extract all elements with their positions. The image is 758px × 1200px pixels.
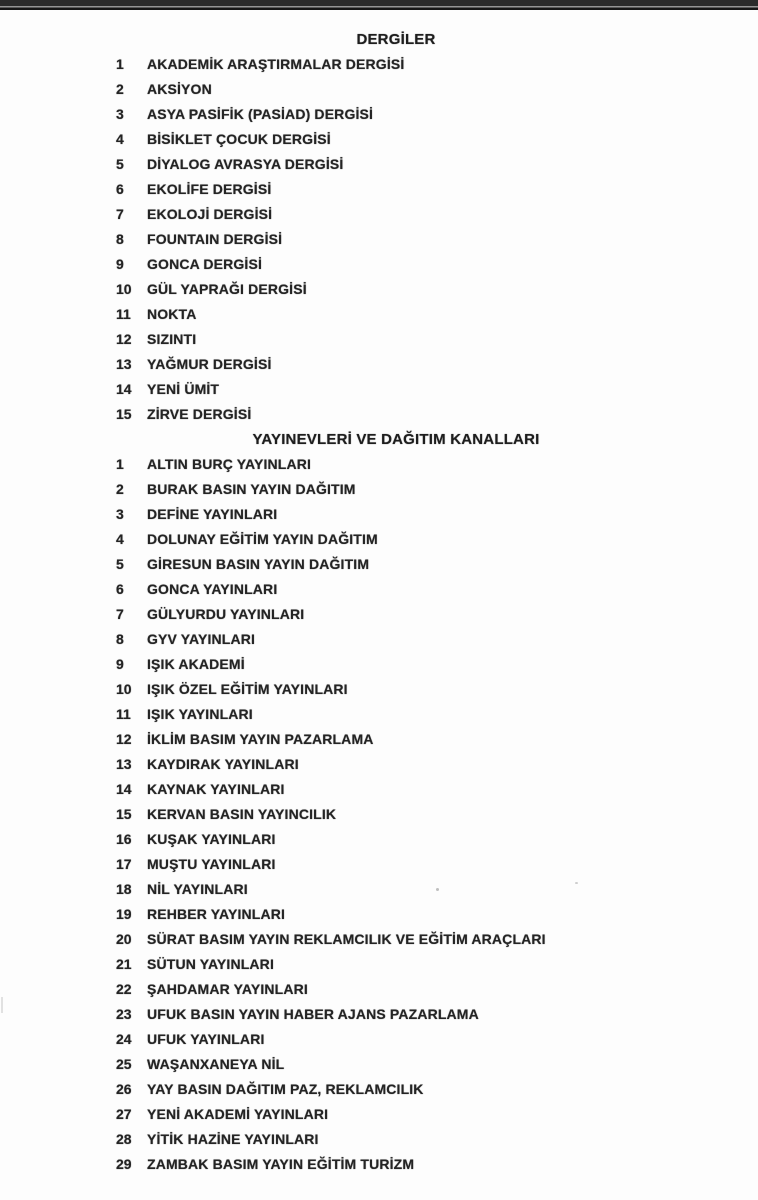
item-number: 22 bbox=[116, 981, 132, 997]
section-title-yayinevleri: YAYINEVLERİ VE DAĞITIM KANALLARI bbox=[252, 431, 540, 448]
item-number: 4 bbox=[116, 531, 124, 547]
list-item bbox=[0, 477, 758, 502]
item-label: NOKTA bbox=[147, 306, 197, 322]
item-label: MUŞTU YAYINLARI bbox=[147, 856, 276, 872]
item-label: EKOLOJİ DERGİSİ bbox=[147, 206, 273, 222]
item-label: YENİ ÜMİT bbox=[147, 381, 220, 397]
magazine-list bbox=[0, 52, 758, 427]
item-number: 9 bbox=[116, 656, 124, 672]
item-number: 26 bbox=[116, 1081, 132, 1097]
item-label: REHBER YAYINLARI bbox=[147, 906, 286, 922]
item-label: AKADEMİK ARAŞTIRMALAR DERGİSİ bbox=[147, 56, 405, 72]
item-label: EKOLİFE DERGİSİ bbox=[147, 181, 272, 197]
item-number: 15 bbox=[116, 406, 132, 422]
item-number: 24 bbox=[116, 1031, 132, 1047]
scan-speck bbox=[575, 882, 578, 884]
item-number: 6 bbox=[116, 181, 124, 197]
publisher-list bbox=[0, 452, 758, 1177]
item-label: GYV YAYINLARI bbox=[147, 631, 256, 647]
item-label: İKLİM BASIM YAYIN PAZARLAMA bbox=[147, 731, 374, 747]
item-number: 14 bbox=[116, 381, 132, 397]
list-item bbox=[0, 1052, 758, 1077]
item-label: NİL YAYINLARI bbox=[147, 881, 248, 897]
item-label: YAY BASIN DAĞITIM PAZ, REKLAMCILIK bbox=[147, 1081, 424, 1097]
item-number: 1 bbox=[116, 56, 124, 72]
item-number: 8 bbox=[116, 631, 124, 647]
item-number: 14 bbox=[116, 781, 132, 797]
item-number: 16 bbox=[116, 831, 132, 847]
list-item bbox=[0, 1102, 758, 1127]
item-label: GONCA YAYINLARI bbox=[147, 581, 278, 597]
list-item bbox=[0, 227, 758, 252]
item-label: ASYA PASİFİK (PASİAD) DERGİSİ bbox=[147, 106, 374, 122]
list-item bbox=[0, 927, 758, 952]
list-item bbox=[0, 1152, 758, 1177]
list-item bbox=[0, 977, 758, 1002]
item-label: GİRESUN BASIN YAYIN DAĞITIM bbox=[147, 556, 370, 572]
item-label: DOLUNAY EĞİTİM YAYIN DAĞITIM bbox=[147, 531, 378, 547]
item-label: UFUK BASIN YAYIN HABER AJANS PAZARLAMA bbox=[147, 1006, 479, 1022]
item-number: 3 bbox=[116, 506, 124, 522]
list-item bbox=[0, 852, 758, 877]
item-number: 23 bbox=[116, 1006, 132, 1022]
item-number: 10 bbox=[116, 681, 132, 697]
item-label: SIZINTI bbox=[147, 331, 197, 347]
item-number: 12 bbox=[116, 731, 132, 747]
item-label: SÜRAT BASIM YAYIN REKLAMCILIK VE EĞİTİM ARAÇLARI bbox=[147, 931, 546, 947]
list-item bbox=[0, 302, 758, 327]
item-label: IŞIK ÖZEL EĞİTİM YAYINLARI bbox=[147, 681, 348, 697]
item-label: YENİ AKADEMİ YAYINLARI bbox=[147, 1106, 329, 1122]
item-number: 25 bbox=[116, 1056, 132, 1072]
section-title-dergiler: DERGİLER bbox=[356, 31, 436, 48]
list-item bbox=[0, 202, 758, 227]
item-label: ZİRVE DERGİSİ bbox=[147, 406, 252, 422]
item-number: 2 bbox=[116, 481, 124, 497]
item-number: 20 bbox=[116, 931, 132, 947]
item-number: 27 bbox=[116, 1106, 132, 1122]
item-number: 5 bbox=[116, 156, 124, 172]
item-label: BURAK BASIN YAYIN DAĞITIM bbox=[147, 481, 356, 497]
list-item bbox=[0, 552, 758, 577]
item-number: 29 bbox=[116, 1156, 132, 1172]
list-item bbox=[0, 902, 758, 927]
list-item bbox=[0, 727, 758, 752]
item-label: BİSİKLET ÇOCUK DERGİSİ bbox=[147, 131, 331, 147]
list-item bbox=[0, 652, 758, 677]
list-item bbox=[0, 327, 758, 352]
item-number: 11 bbox=[116, 706, 131, 722]
list-item bbox=[0, 1002, 758, 1027]
item-label: UFUK YAYINLARI bbox=[147, 1031, 265, 1047]
item-number: 3 bbox=[116, 106, 124, 122]
item-label: FOUNTAIN DERGİSİ bbox=[147, 231, 283, 247]
item-label: WAŞANXANEYA NİL bbox=[147, 1056, 285, 1072]
list-item bbox=[0, 1077, 758, 1102]
list-item bbox=[0, 402, 758, 427]
list-item bbox=[0, 1027, 758, 1052]
item-label: YİTİK HAZİNE YAYINLARI bbox=[147, 1131, 319, 1147]
item-label: ŞAHDAMAR YAYINLARI bbox=[147, 981, 308, 997]
list-item bbox=[0, 952, 758, 977]
list-item bbox=[0, 452, 758, 477]
document-content bbox=[0, 27, 758, 1177]
list-item bbox=[0, 377, 758, 402]
item-number: 21 bbox=[116, 956, 132, 972]
list-item bbox=[0, 252, 758, 277]
list-item bbox=[0, 77, 758, 102]
item-number: 7 bbox=[116, 206, 124, 222]
item-number: 7 bbox=[116, 606, 124, 622]
list-item bbox=[0, 527, 758, 552]
item-label: KAYDIRAK YAYINLARI bbox=[147, 756, 299, 772]
list-item bbox=[0, 827, 758, 852]
item-number: 9 bbox=[116, 256, 124, 272]
item-number: 5 bbox=[116, 556, 124, 572]
item-number: 12 bbox=[116, 331, 132, 347]
list-item bbox=[0, 102, 758, 127]
list-item bbox=[0, 677, 758, 702]
item-number: 1 bbox=[116, 456, 124, 472]
item-label: DİYALOG AVRASYA DERGİSİ bbox=[147, 156, 344, 172]
item-label: GÜL YAPRAĞI DERGİSİ bbox=[147, 281, 307, 297]
list-item bbox=[0, 1127, 758, 1152]
list-item bbox=[0, 702, 758, 727]
item-number: 19 bbox=[116, 906, 132, 922]
item-label: YAĞMUR DERGİSİ bbox=[147, 356, 272, 372]
list-item bbox=[0, 602, 758, 627]
item-number: 6 bbox=[116, 581, 124, 597]
item-number: 17 bbox=[116, 856, 132, 872]
list-item bbox=[0, 177, 758, 202]
list-item bbox=[0, 777, 758, 802]
item-label: KUŞAK YAYINLARI bbox=[147, 831, 276, 847]
item-label: IŞIK AKADEMİ bbox=[147, 656, 245, 672]
item-number: 13 bbox=[116, 756, 132, 772]
item-label: ZAMBAK BASIM YAYIN EĞİTİM TURİZM bbox=[147, 1156, 415, 1172]
item-label: KERVAN BASIN YAYINCILIK bbox=[147, 806, 337, 822]
list-item bbox=[0, 627, 758, 652]
item-number: 13 bbox=[116, 356, 132, 372]
list-item bbox=[0, 152, 758, 177]
item-label: GÜLYURDU YAYINLARI bbox=[147, 606, 305, 622]
list-item bbox=[0, 802, 758, 827]
item-number: 2 bbox=[116, 81, 124, 97]
item-label: KAYNAK YAYINLARI bbox=[147, 781, 285, 797]
item-number: 4 bbox=[116, 131, 124, 147]
item-label: ALTIN BURÇ YAYINLARI bbox=[147, 456, 312, 472]
list-item bbox=[0, 352, 758, 377]
scan-speck bbox=[1, 997, 3, 1013]
scan-speck bbox=[436, 888, 439, 891]
list-item bbox=[0, 502, 758, 527]
list-item bbox=[0, 52, 758, 77]
item-label: SÜTUN YAYINLARI bbox=[147, 956, 274, 972]
list-item bbox=[0, 277, 758, 302]
item-number: 28 bbox=[116, 1131, 132, 1147]
list-item bbox=[0, 877, 758, 902]
item-number: 11 bbox=[116, 306, 131, 322]
item-label: GONCA DERGİSİ bbox=[147, 256, 262, 272]
list-item bbox=[0, 577, 758, 602]
item-number: 18 bbox=[116, 881, 132, 897]
list-item bbox=[0, 752, 758, 777]
item-label: AKSİYON bbox=[147, 81, 212, 97]
item-number: 15 bbox=[116, 806, 132, 822]
item-number: 8 bbox=[116, 231, 124, 247]
item-label: DEFİNE YAYINLARI bbox=[147, 506, 278, 522]
item-label: IŞIK YAYINLARI bbox=[147, 706, 253, 722]
item-number: 10 bbox=[116, 281, 132, 297]
list-item bbox=[0, 127, 758, 152]
scan-edge-bar bbox=[0, 0, 758, 10]
